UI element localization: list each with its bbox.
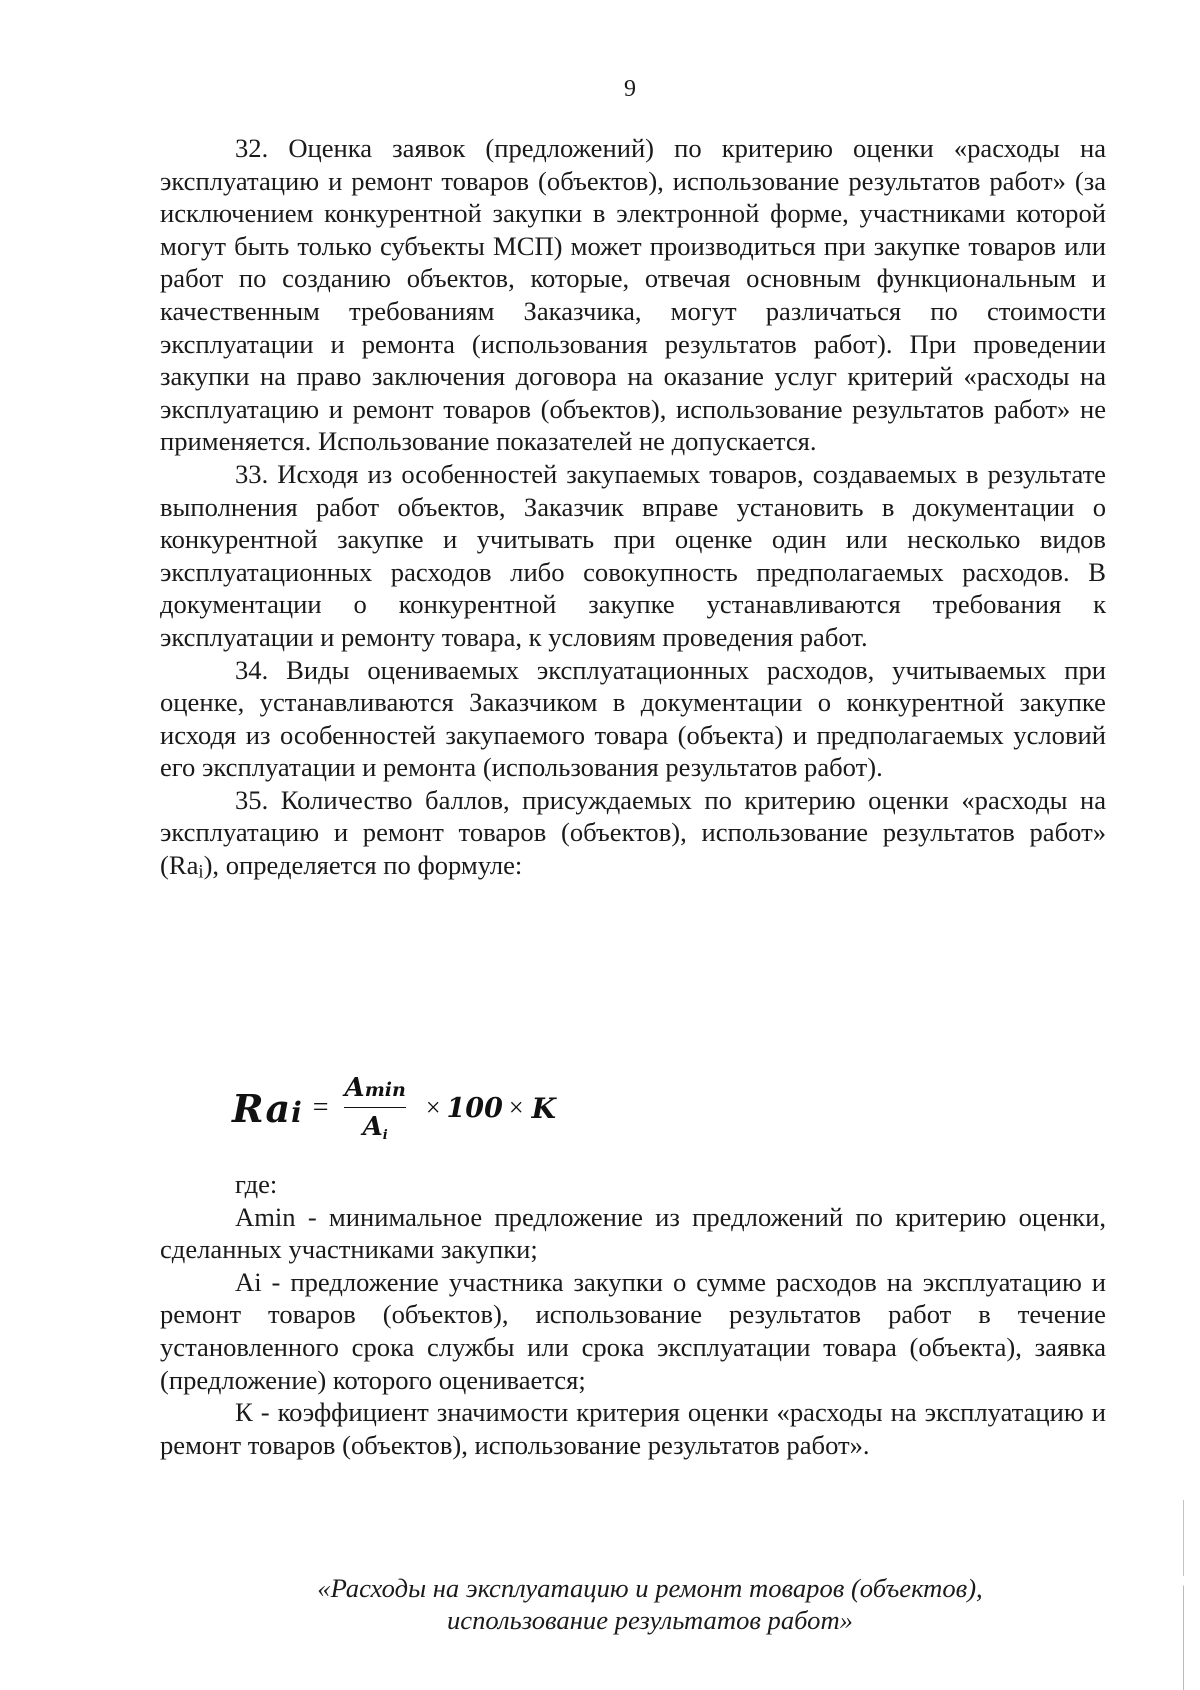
paragraph-35-subscript: i xyxy=(198,861,204,883)
formula-times-2: × xyxy=(508,1093,524,1122)
caption-line-2: использование результатов работ» xyxy=(447,1605,853,1635)
formula-numerator-main: A xyxy=(344,1072,365,1103)
formula-fraction xyxy=(341,1073,410,1143)
formula-denominator xyxy=(363,1108,388,1143)
paragraph-35 xyxy=(160,784,1106,882)
formula-lhs xyxy=(232,1086,303,1131)
formula-legend xyxy=(160,1168,1106,1461)
paragraph-33: 33. Исходя из особенностей закупаемых товаров, создаваемых в результате выполнения работ объектов, Заказчик вправе установить в документации о конкурентной закупке и учитывать при оценке один или несколько видов эксплуатационных расходов либо совокупность предполагаемых расходов. В документации о конкурентной закупке устанавливаются требования к эксплуатации и ремонту товара, к условиям проведения работ. xyxy=(160,458,1106,652)
formula-times-1: × xyxy=(425,1093,441,1122)
formula-equals: = xyxy=(312,1092,329,1123)
paragraph-35-text: 35. Количество баллов, присуждаемых по критерию оценки «расходы на эксплуатацию и ремонт товаров (объектов), использование результатов работ» (Ra xyxy=(160,784,1106,881)
score-formula xyxy=(232,1058,556,1158)
caption-line-1: «Расходы на эксплуатацию и ремонт товаров (объектов), xyxy=(317,1573,983,1603)
definition-ai: Ai - предложение участника закупки о сумме расходов на эксплуатацию и ремонт товаров (объектов), использование результатов работ в течение установленного срока службы или срока эксплуатации товара (объекта), заявка (предложение) которого оценивается; xyxy=(160,1266,1106,1395)
section-caption xyxy=(200,1572,1100,1636)
definition-k: К - коэффициент значимости критерия оценки «расходы на эксплуатацию и ремонт товаров (объектов), использование результатов работ». xyxy=(160,1397,1106,1460)
formula-lhs-main: Ra xyxy=(232,1085,292,1131)
formula-numerator xyxy=(341,1073,410,1107)
scan-edge-mark xyxy=(1183,1500,1184,1690)
paragraph-32: 32. Оценка заявок (предложений) по критерию оценки «расходы на эксплуатацию и ремонт товаров (объектов), использование результатов работ» (за исключением конкурентной закупки в электронной форме, участниками которой могут быть только субъекты МСП) может производиться при закупке товаров или работ по созданию объектов, которые, отвечая основным функциональным и качественным требованиям Заказчика, могут различаться по стоимости эксплуатации и ремонта (использования результатов работ). При проведении закупки на право заключения договора на оказание услуг критерий «расходы на эксплуатацию и ремонт товаров (объектов), использование результатов работ» не применяется. Использование показателей не допускается. xyxy=(160,133,1106,457)
definition-amin: Amin - минимальное предложение из предложений по критерию оценки, сделанных участниками закупки; xyxy=(160,1201,1106,1265)
formula-coefficient: K xyxy=(531,1091,556,1125)
paragraph-35-text-end: ), определяется по формуле: xyxy=(203,850,523,881)
paragraph-34: 34. Виды оцениваемых эксплуатационных расходов, учитываемых при оценке, устанавливаются Заказчиком в документации о конкурентной закупке исходя из особенностей закупаемого товара (объекта) и предполагаемых условий его эксплуатации и ремонта (использования результатов работ). xyxy=(160,654,1106,783)
formula-lhs-sub: i xyxy=(291,1095,303,1129)
page-number: 9 xyxy=(624,76,636,102)
formula-denominator-sub: i xyxy=(382,1128,388,1144)
formula-denominator-main: A xyxy=(362,1112,383,1143)
where-label: где: xyxy=(235,1169,278,1199)
formula-numerator-sub: min xyxy=(364,1078,406,1101)
document-body xyxy=(160,132,1106,882)
formula-constant: 100 xyxy=(446,1092,503,1124)
